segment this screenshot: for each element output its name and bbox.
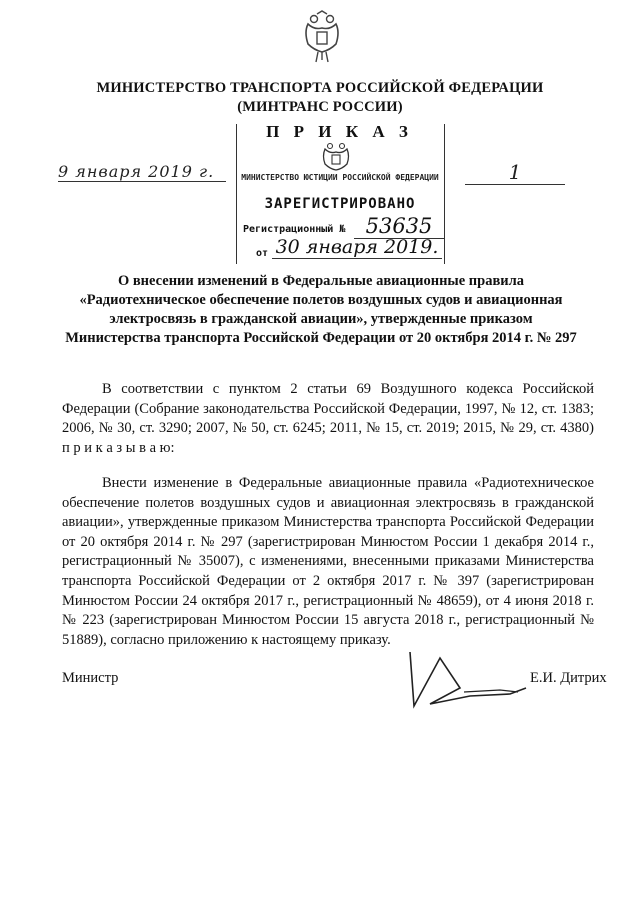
signatory-name: Е.И. Дитрих xyxy=(530,670,607,686)
stamp-regno-value: 53635 xyxy=(354,214,444,239)
ministry-abbrev: (МИНТРАНС РОССИИ) xyxy=(237,99,403,115)
stamp-date-value: 30 января 2019. xyxy=(272,236,442,259)
order-number: 1 xyxy=(465,160,565,185)
ministry-name: МИНИСТЕРСТВО ТРАНСПОРТА РОССИЙСКОЙ ФЕДЕРАЦИИ xyxy=(96,80,544,96)
stamp-status: ЗАРЕГИСТРИРОВАНО xyxy=(264,196,416,212)
body-paragraph-2: Внести изменение в Федеральные авиационные правила «Радиотехническое обеспечение полетов воздушных судов и авиационная электросвязь в гражданской авиации», утвержденные приказом Министерства транспорта Российской Федерации от 20 октября 2014 г. № 297 (зарегистрирован Минюстом России 1 декабря 2014 г., регистрационный № 35007), с изменениями, внесенными приказами Министерства транспорта Российской Федерации от 2 октября 2017 г. № 397 (зарегистрирован Минюстом России 24 октября 2017 г., регистрационный № 48659), от 4 июня 2018 г. № 223 (зарегистрирован Минюстом России 15 августа 2018 г., регистрационный № 51889), согласно приложению к настоящему приказу. xyxy=(62,475,594,648)
order-title: О внесении изменений в Федеральные авиационные правила «Радиотехническое обеспечение полетов воздушных судов и авиационная электросвязь в гражданской авиации», утвержденные приказом Министерства транспорта Российской Федерации от 20 октября 2014 г. № 297 xyxy=(65,273,577,346)
stamp-ministry: МИНИСТЕРСТВО ЮСТИЦИИ РОССИЙСКОЙ ФЕДЕРАЦИИ xyxy=(241,173,439,182)
stamp-date-label: от xyxy=(256,248,269,259)
signatory-position: Министр xyxy=(62,670,119,686)
state-emblem-icon xyxy=(300,10,344,64)
stamp-regno-label: Регистрационный № xyxy=(243,224,346,235)
handwritten-signature xyxy=(400,648,540,710)
document-type: П Р И К А З xyxy=(266,122,413,141)
body-paragraph-1: В соответствии с пунктом 2 статьи 69 Воздушного кодекса Российской Федерации (Собрание законодательства Российской Федерации, 1997, № 12, ст. 1383; 2006, № 30, ст. 3290; 2007, № 50, ст. 6245; 2011, № 15, ст. 2019; 2015, № 29, ст. 4380) п р и к а з ы в а ю: xyxy=(62,381,594,456)
order-date: 9 января 2019 г. xyxy=(58,162,226,182)
